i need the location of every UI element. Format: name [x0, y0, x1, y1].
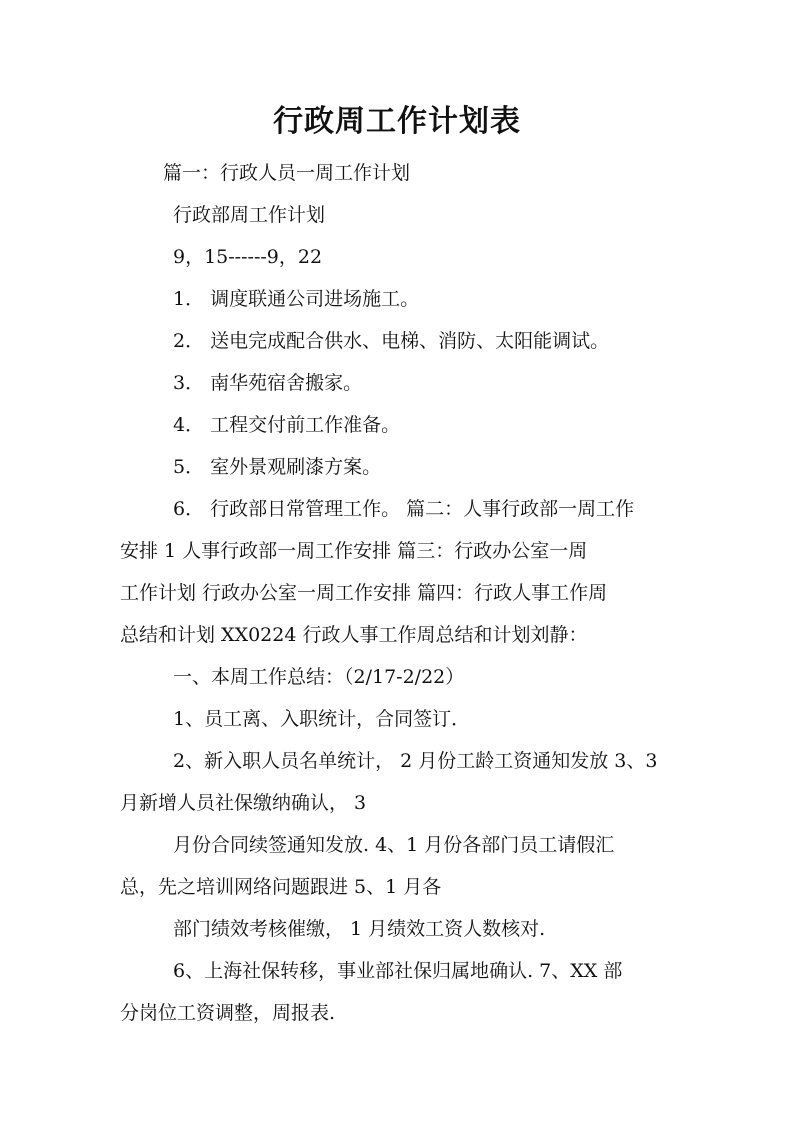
date-range: 9，15------9，22	[173, 246, 323, 268]
plan-item-4: 4． 工程交付前工作准备。	[173, 414, 401, 436]
paragraph-line: 工作计划 行政办公室一周工作安排 篇四：行政人事工作周	[120, 582, 608, 604]
paragraph-line: 部门绩效考核催缴， 1 月绩效工资人数核对.	[173, 918, 546, 940]
summary-item-1: 1、员工离、入职统计，合同签订．	[173, 708, 471, 730]
plan-subtitle: 行政部周工作计划	[173, 204, 326, 226]
section-heading-1: 篇一：行政人员一周工作计划	[163, 162, 411, 184]
plan-item-2: 2． 送电完成配合供水、电梯、消防、太阳能调试。	[173, 330, 610, 352]
plan-item-6: 6． 行政部日常管理工作。 篇二：人事行政部一周工作	[173, 498, 635, 520]
paragraph-line: 总结和计划 XX0224 行政人事工作周总结和计划刘静：	[120, 624, 588, 646]
plan-item-5: 5． 室外景观刷漆方案。	[173, 456, 382, 478]
summary-item-2: 2、新入职人员名单统计， 2 月份工龄工资通知发放 3、3	[173, 750, 658, 772]
paragraph-line: 月份合同续签通知发放. 4、1 月份各部门员工请假汇	[173, 834, 615, 856]
plan-item-3: 3． 南华苑宿舍搬家。	[173, 372, 363, 394]
paragraph-line: 安排 1 人事行政部一周工作安排 篇三：行政办公室一周	[120, 540, 588, 562]
summary-heading: 一、本周工作总结：（2/17-2/22）	[173, 666, 465, 688]
plan-item-1: 1． 调度联通公司进场施工。	[173, 288, 420, 310]
summary-item-6: 6、上海社保转移，事业部社保归属地确认. 7、XX 部	[173, 960, 623, 982]
paragraph-line: 总，先之培训网络问题跟进 5、1 月各	[120, 876, 442, 898]
paragraph-line: 月新增人员社保缴纳确认， 3	[120, 792, 367, 814]
document-title: 行政周工作计划表	[273, 104, 521, 139]
paragraph-line: 分岗位工资调整，周报表.	[120, 1002, 336, 1024]
